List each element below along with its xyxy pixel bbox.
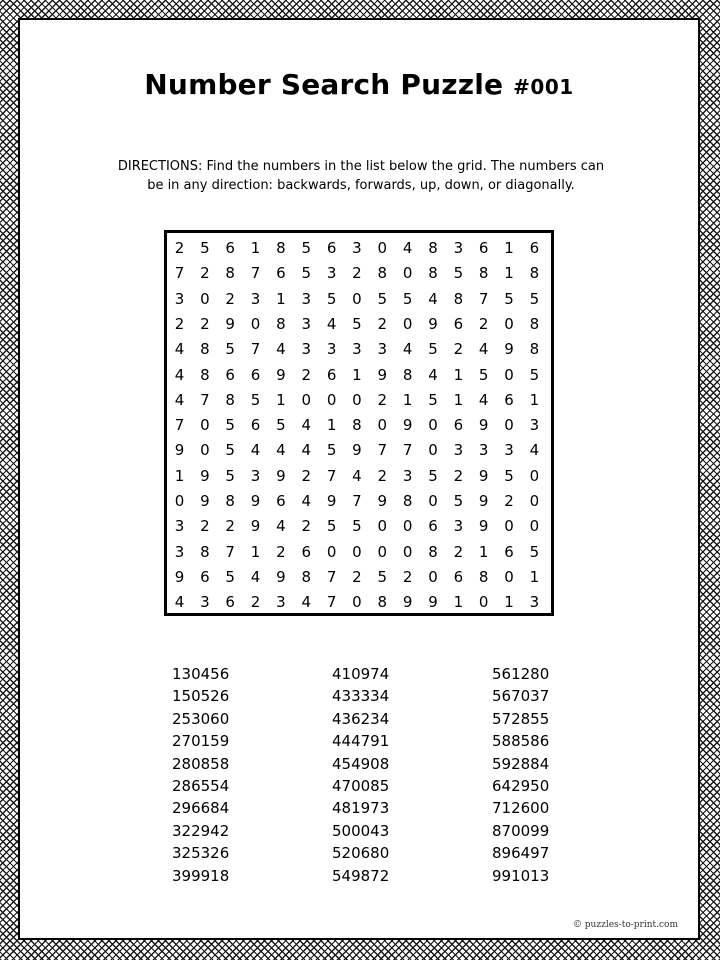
word-list-item: 870099 — [492, 821, 550, 840]
grid-cell: 0 — [200, 416, 210, 435]
grid-cell: 5 — [276, 416, 286, 435]
puzzle-sheet — [18, 18, 700, 940]
grid-cell: 9 — [352, 441, 362, 460]
word-list-item: 433334 — [332, 687, 390, 706]
grid-cell: 9 — [276, 567, 286, 586]
grid-cell: 0 — [504, 314, 514, 333]
grid-cell: 0 — [352, 289, 362, 308]
grid-cell: 8 — [200, 340, 210, 359]
grid-cell: 5 — [529, 289, 540, 308]
grid-cell: 3 — [377, 340, 388, 359]
grid-cell: 6 — [276, 492, 286, 510]
word-list-item: 520680 — [332, 844, 390, 863]
grid-cell: 1 — [504, 239, 514, 257]
grid-cell: 5 — [301, 264, 312, 283]
grid-cell: 3 — [250, 466, 261, 485]
grid-cell: 2 — [504, 492, 514, 510]
grid-cell: 5 — [301, 239, 312, 257]
grid-cell: 6 — [225, 239, 235, 257]
grid-cell: 0 — [200, 289, 210, 308]
grid-cell: 3 — [352, 340, 362, 359]
grid-cell: 2 — [276, 542, 286, 561]
grid-cell: 1 — [174, 466, 185, 485]
grid-row — [167, 540, 551, 565]
grid-cell: 4 — [276, 517, 286, 536]
grid-cell: 4 — [301, 441, 312, 460]
grid-cell: 5 — [225, 340, 235, 359]
grid-cell: 9 — [428, 314, 438, 333]
grid-cell: 0 — [478, 593, 489, 612]
grid-cell: 3 — [529, 416, 540, 435]
grid-cell: 6 — [453, 416, 464, 435]
grid-cell: 0 — [402, 542, 413, 561]
grid-cell: 4 — [174, 390, 185, 409]
grid-cell: 0 — [428, 492, 438, 510]
number-grid — [164, 230, 554, 616]
word-list-item: 712600 — [492, 799, 550, 818]
grid-row — [167, 312, 551, 337]
word-list-item: 561280 — [492, 665, 550, 683]
grid-row — [167, 287, 551, 312]
grid-cell: 8 — [200, 365, 210, 384]
grid-cell: 8 — [377, 593, 388, 612]
grid-cell: 9 — [478, 466, 489, 485]
grid-cell: 7 — [200, 390, 210, 409]
grid-cell: 0 — [529, 466, 540, 485]
word-list-item: 286554 — [172, 776, 230, 795]
grid-cell: 2 — [402, 567, 413, 586]
grid-cell: 4 — [478, 390, 489, 409]
grid-cell: 7 — [352, 492, 362, 510]
grid-cell: 2 — [200, 264, 210, 283]
word-list-item: 130456 — [172, 665, 230, 683]
grid-cell: 1 — [326, 416, 337, 435]
grid-row — [167, 363, 551, 388]
grid-row — [167, 388, 551, 413]
grid-row — [167, 337, 551, 362]
grid-cell: 3 — [301, 289, 312, 308]
grid-cell: 4 — [301, 416, 312, 435]
grid-cell: 6 — [276, 264, 286, 283]
grid-cell: 5 — [225, 567, 235, 586]
grid-cell: 0 — [402, 517, 413, 536]
grid-cell: 1 — [478, 542, 489, 561]
grid-cell: 0 — [377, 416, 388, 435]
word-list-item: 500043 — [332, 821, 390, 840]
grid-cell: 7 — [326, 466, 337, 485]
grid-cell: 4 — [276, 340, 286, 359]
grid-cell: 5 — [352, 314, 362, 333]
grid-cell: 9 — [174, 567, 185, 586]
word-list-column-2 — [332, 663, 389, 887]
grid-cell: 5 — [529, 542, 540, 561]
grid-cell: 0 — [529, 492, 540, 510]
grid-cell: 3 — [453, 441, 464, 460]
grid-cell: 7 — [174, 264, 185, 283]
grid-cell: 3 — [174, 542, 185, 561]
grid-cell: 4 — [250, 441, 261, 460]
grid-cell: 8 — [225, 390, 235, 409]
grid-cell: 8 — [225, 492, 235, 510]
grid-cell: 6 — [504, 390, 514, 409]
grid-cell: 7 — [326, 593, 337, 612]
grid-cell: 3 — [453, 517, 464, 536]
grid-cell: 6 — [301, 542, 312, 561]
grid-cell: 8 — [377, 264, 388, 283]
grid-cell: 0 — [504, 517, 514, 536]
grid-cell: 1 — [453, 390, 464, 409]
grid-cell: 8 — [301, 567, 312, 586]
grid-cell: 2 — [301, 466, 312, 485]
grid-cell: 6 — [428, 517, 438, 536]
grid-cell: 8 — [453, 289, 464, 308]
grid-cell: 5 — [453, 492, 464, 510]
grid-cell: 8 — [529, 314, 540, 333]
grid-cell: 9 — [377, 365, 388, 384]
grid-cell: 2 — [453, 542, 464, 561]
grid-cell: 6 — [453, 567, 464, 586]
grid-cell: 4 — [478, 340, 489, 359]
grid-cell: 3 — [402, 466, 413, 485]
grid-cell: 0 — [504, 365, 514, 384]
grid-cell: 4 — [250, 567, 261, 586]
word-list-item: 991013 — [492, 866, 550, 885]
grid-cell: 2 — [453, 340, 464, 359]
grid-cell: 0 — [529, 517, 540, 536]
grid-cell: 8 — [428, 542, 438, 561]
grid-cell: 0 — [402, 314, 413, 333]
grid-cell: 5 — [225, 466, 235, 485]
grid-cell: 1 — [453, 593, 464, 612]
directions-line-2: be in any direction: backwards, forwards, up, down, or diagonally. — [147, 178, 575, 193]
grid-cell: 4 — [529, 441, 540, 460]
grid-cell: 4 — [326, 314, 337, 333]
grid-cell: 6 — [504, 542, 514, 561]
grid-cell: 9 — [377, 492, 388, 510]
directions-text — [100, 157, 622, 195]
grid-cell: 3 — [478, 441, 489, 460]
grid-cell: 2 — [478, 314, 489, 333]
word-list-item: 399918 — [172, 866, 230, 885]
word-list-item: 322942 — [172, 821, 230, 840]
grid-cell: 6 — [225, 365, 235, 384]
grid-cell: 0 — [200, 441, 210, 460]
grid-cell: 4 — [402, 239, 413, 257]
grid-cell: 8 — [402, 365, 413, 384]
grid-cell: 4 — [301, 593, 312, 612]
grid-cell: 5 — [428, 466, 438, 485]
word-list-item: 470085 — [332, 776, 390, 795]
grid-cell: 9 — [225, 314, 235, 333]
grid-cell: 5 — [200, 239, 210, 257]
grid-cell: 4 — [352, 466, 362, 485]
grid-cell: 2 — [174, 239, 185, 257]
grid-cell: 0 — [250, 314, 261, 333]
grid-row — [167, 514, 551, 539]
grid-row — [167, 590, 551, 615]
grid-cell: 5 — [250, 390, 261, 409]
grid-cell: 6 — [250, 365, 261, 384]
grid-cell: 4 — [402, 340, 413, 359]
grid-cell: 9 — [478, 517, 489, 536]
word-list-item: 481973 — [332, 799, 390, 818]
grid-cell: 9 — [478, 416, 489, 435]
grid-cell: 8 — [276, 314, 286, 333]
grid-cell: 3 — [326, 264, 337, 283]
grid-cell: 0 — [428, 416, 438, 435]
grid-cell: 8 — [478, 567, 489, 586]
grid-cell: 1 — [276, 390, 286, 409]
grid-cell: 8 — [276, 239, 286, 257]
grid-cell: 1 — [529, 567, 540, 586]
word-list-item: 280858 — [172, 754, 230, 773]
grid-cell: 7 — [326, 567, 337, 586]
grid-cell: 5 — [377, 567, 388, 586]
grid-cell: 9 — [276, 365, 286, 384]
grid-cell: 0 — [377, 517, 388, 536]
word-list-item: 150526 — [172, 687, 230, 706]
grid-row — [167, 565, 551, 590]
grid-cell: 9 — [200, 492, 210, 510]
grid-cell: 9 — [402, 416, 413, 435]
grid-cell: 9 — [200, 466, 210, 485]
grid-cell: 0 — [352, 390, 362, 409]
grid-cell: 6 — [453, 314, 464, 333]
word-list-item: 436234 — [332, 709, 390, 728]
grid-cell: 0 — [352, 542, 362, 561]
grid-cell: 7 — [478, 289, 489, 308]
grid-cell: 5 — [428, 390, 438, 409]
word-list-item: 410974 — [332, 665, 390, 683]
grid-cell: 4 — [428, 289, 438, 308]
grid-cell: 6 — [326, 239, 337, 257]
grid-cell: 5 — [504, 466, 514, 485]
grid-cell: 5 — [377, 289, 388, 308]
grid-cell: 3 — [326, 340, 337, 359]
word-list-item: 454908 — [332, 754, 390, 773]
grid-cell: 7 — [225, 542, 235, 561]
word-list-column-1 — [172, 663, 229, 887]
grid-cell: 9 — [402, 593, 413, 612]
grid-cell: 9 — [428, 593, 438, 612]
word-list-item: 592884 — [492, 754, 550, 773]
grid-row — [167, 489, 551, 514]
copyright-text: © puzzles-to-print.com — [572, 920, 678, 930]
grid-cell: 1 — [504, 593, 514, 612]
grid-cell: 2 — [453, 466, 464, 485]
grid-cell: 5 — [402, 289, 413, 308]
grid-cell: 3 — [200, 593, 210, 612]
grid-cell: 2 — [352, 567, 362, 586]
grid-cell: 2 — [225, 517, 235, 536]
grid-cell: 6 — [225, 593, 235, 612]
grid-cell: 0 — [428, 567, 438, 586]
grid-cell: 1 — [504, 264, 514, 283]
grid-cell: 6 — [200, 567, 210, 586]
grid-cell: 5 — [504, 289, 514, 308]
grid-cell: 0 — [504, 416, 514, 435]
grid-cell: 1 — [352, 365, 362, 384]
grid-cell: 6 — [478, 239, 489, 257]
grid-cell: 2 — [352, 264, 362, 283]
grid-cell: 5 — [225, 441, 235, 460]
grid-cell: 4 — [174, 340, 185, 359]
grid-cell: 8 — [200, 542, 210, 561]
word-list-item: 642950 — [492, 776, 550, 795]
grid-cell: 2 — [377, 314, 388, 333]
grid-cell: 4 — [174, 593, 185, 612]
grid-cell: 8 — [529, 340, 540, 359]
grid-cell: 7 — [174, 416, 185, 435]
grid-cell: 3 — [352, 239, 362, 257]
grid-cell: 1 — [453, 365, 464, 384]
grid-cell: 0 — [402, 264, 413, 283]
grid-row — [167, 464, 551, 489]
grid-cell: 0 — [301, 390, 312, 409]
word-list-item: 270159 — [172, 732, 230, 751]
grid-cell: 7 — [402, 441, 413, 460]
grid-cell: 5 — [453, 264, 464, 283]
grid-cell: 4 — [428, 365, 438, 384]
word-list-item: 325326 — [172, 844, 230, 863]
grid-cell: 5 — [326, 289, 337, 308]
grid-cell: 0 — [428, 441, 438, 460]
grid-cell: 3 — [301, 314, 312, 333]
grid-row — [167, 413, 551, 438]
grid-cell: 0 — [352, 593, 362, 612]
grid-cell: 2 — [377, 466, 388, 485]
grid-cell: 5 — [326, 441, 337, 460]
grid-cell: 0 — [504, 567, 514, 586]
grid-cell: 8 — [225, 264, 235, 283]
grid-cell: 2 — [200, 314, 210, 333]
grid-cell: 9 — [250, 517, 261, 536]
grid-cell: 8 — [478, 264, 489, 283]
grid-cell: 9 — [478, 492, 489, 510]
grid-cell: 2 — [301, 517, 312, 536]
grid-cell: 8 — [428, 264, 438, 283]
grid-cell: 1 — [402, 390, 413, 409]
grid-cell: 0 — [326, 390, 337, 409]
grid-row — [167, 236, 551, 261]
grid-cell: 9 — [250, 492, 261, 510]
grid-cell: 7 — [250, 264, 261, 283]
word-list-item: 296684 — [172, 799, 230, 818]
grid-cell: 7 — [250, 340, 261, 359]
grid-cell: 1 — [276, 289, 286, 308]
grid-cell: 2 — [301, 365, 312, 384]
grid-cell: 0 — [377, 239, 388, 257]
grid-cell: 6 — [529, 239, 540, 257]
grid-cell: 7 — [377, 441, 388, 460]
grid-cell: 3 — [276, 593, 286, 612]
word-list-item: 572855 — [492, 709, 550, 728]
word-list-item: 253060 — [172, 709, 230, 728]
grid-cell: 1 — [250, 542, 261, 561]
word-list-item: 549872 — [332, 866, 390, 885]
grid-cell: 9 — [174, 441, 185, 460]
word-list-item: 444791 — [332, 732, 390, 751]
grid-row — [167, 438, 551, 463]
grid-cell: 5 — [529, 365, 540, 384]
grid-cell: 4 — [301, 492, 312, 510]
grid-cell: 3 — [250, 289, 261, 308]
grid-cell: 8 — [529, 264, 540, 283]
grid-cell: 0 — [326, 542, 337, 561]
grid-cell: 5 — [225, 416, 235, 435]
grid-cell: 5 — [352, 517, 362, 536]
grid-cell: 0 — [377, 542, 388, 561]
grid-cell: 1 — [529, 390, 540, 409]
grid-cell: 3 — [301, 340, 312, 359]
grid-cell: 5 — [478, 365, 489, 384]
grid-row — [167, 261, 551, 286]
grid-cell: 4 — [276, 441, 286, 460]
word-list-item: 567037 — [492, 687, 550, 706]
grid-cell: 9 — [276, 466, 286, 485]
grid-cell: 2 — [377, 390, 388, 409]
grid-cell: 5 — [428, 340, 438, 359]
grid-cell: 9 — [504, 340, 514, 359]
directions-line-1: DIRECTIONS: Find the numbers in the list below the grid. The numbers can — [117, 159, 605, 174]
title-number: #001 — [513, 75, 574, 99]
grid-cell: 9 — [326, 492, 337, 510]
grid-cell: 6 — [326, 365, 337, 384]
grid-cell: 8 — [428, 239, 438, 257]
word-list-item: 588586 — [492, 732, 550, 751]
grid-cell: 2 — [200, 517, 210, 536]
word-list-column-3 — [492, 663, 549, 887]
grid-cell: 1 — [250, 239, 261, 257]
grid-cell: 2 — [250, 593, 261, 612]
grid-cell: 2 — [225, 289, 235, 308]
grid-cell: 3 — [453, 239, 464, 257]
grid-cell: 5 — [326, 517, 337, 536]
grid-cell: 3 — [174, 517, 185, 536]
word-list-item: 896497 — [492, 844, 550, 863]
grid-cell: 8 — [402, 492, 413, 510]
grid-cell: 4 — [174, 365, 185, 384]
grid-cell: 6 — [250, 416, 261, 435]
grid-cell: 3 — [504, 441, 514, 460]
grid-cell: 8 — [352, 416, 362, 435]
grid-cell: 2 — [174, 314, 185, 333]
page-title — [20, 68, 698, 101]
grid-cell: 0 — [174, 492, 185, 510]
title-main: Number Search Puzzle — [144, 68, 504, 101]
grid-cell: 3 — [174, 289, 185, 308]
grid-cell: 3 — [529, 593, 540, 612]
